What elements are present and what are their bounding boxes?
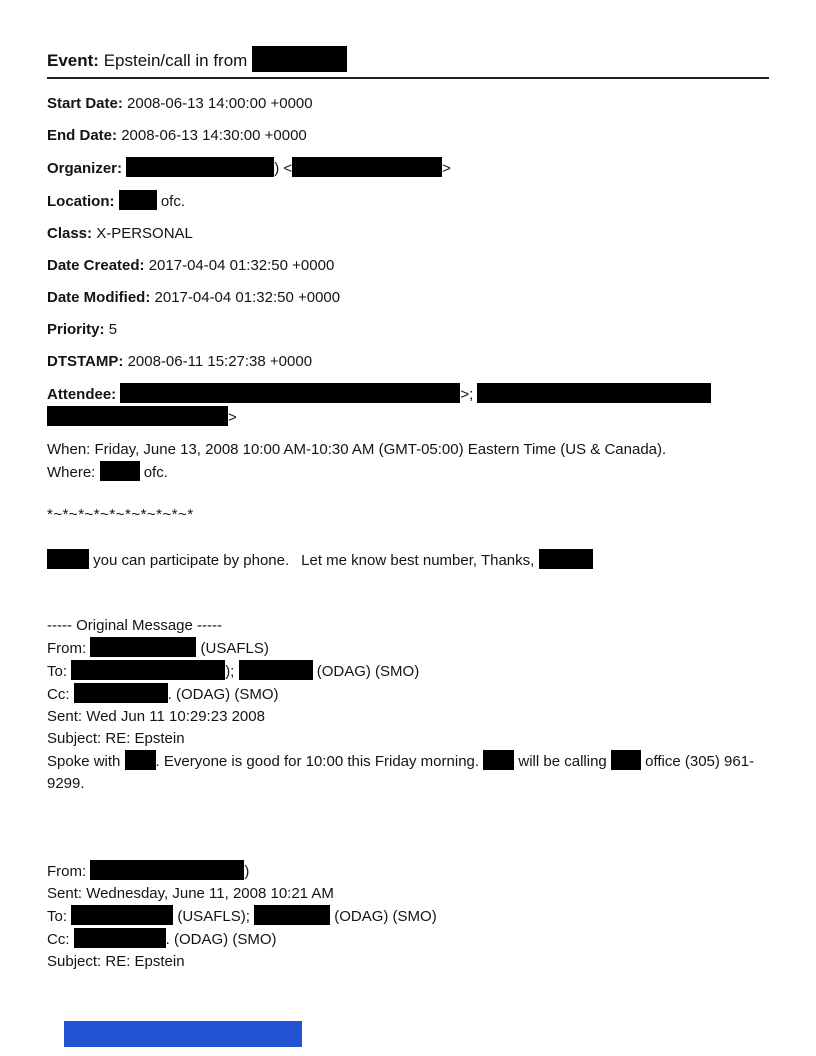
redaction-bar: [47, 549, 89, 569]
redaction-bar: [254, 905, 330, 925]
note-text: you can participate by phone.: [93, 552, 290, 569]
event-metadata: [47, 93, 769, 429]
redaction-bar: [119, 190, 157, 210]
redaction-bar: [100, 461, 140, 481]
field-class: [47, 223, 769, 245]
field-label: Priority:: [47, 321, 105, 338]
sent-line: Sent: Wed Jun 11 10:29:23 2008: [47, 708, 265, 725]
field-value: 2008-06-13 14:00:00 +0000: [127, 95, 313, 112]
to-org: (ODAG) (SMO): [334, 908, 437, 925]
subject-line: Subject: RE: Epstein: [47, 953, 185, 970]
field-label: Organizer:: [47, 160, 123, 177]
blue-redaction-bar: [64, 1021, 302, 1047]
redaction-bar: [120, 383, 460, 403]
field-label: Location:: [47, 193, 115, 210]
field-start-date: [47, 93, 769, 115]
cc-line: [47, 683, 769, 706]
title-rule: [47, 77, 769, 79]
where-suffix: ofc.: [143, 464, 168, 481]
field-text: ) <: [274, 160, 293, 177]
field-label: Attendee:: [47, 386, 117, 403]
body-text: office (305) 961-9299.: [47, 753, 755, 792]
to-org: (ODAG) (SMO): [316, 663, 420, 680]
field-location: [47, 190, 769, 213]
field-value: X-PERSONAL: [96, 225, 193, 242]
body-text: . Everyone is good for 10:00 this Friday morning.: [155, 753, 480, 770]
redaction-bar: [126, 157, 274, 177]
field-priority: [47, 319, 769, 341]
field-attendee: [47, 383, 769, 429]
field-label: Date Created:: [47, 257, 145, 274]
redaction-bar: [90, 637, 196, 657]
field-label: Start Date:: [47, 95, 123, 112]
field-value: ofc.: [160, 193, 186, 210]
field-label: End Date:: [47, 127, 118, 144]
event-label: Event:: [47, 51, 99, 70]
note-text: Let me know best number, Thanks,: [301, 552, 535, 569]
field-value: 2008-06-13 14:30:00 +0000: [121, 127, 307, 144]
field-value: 2008-06-11 15:27:38 +0000: [127, 353, 313, 370]
original-message-1: [47, 615, 769, 795]
to-text: );: [225, 663, 235, 680]
field-text: >: [442, 160, 451, 177]
field-label: Class:: [47, 225, 93, 242]
from-text: ): [244, 863, 250, 880]
to-label: To:: [47, 908, 68, 925]
subject-line: Subject: RE: Epstein: [47, 730, 185, 747]
redaction-bar: [539, 549, 593, 569]
redaction-bar: [239, 660, 313, 680]
note-line: [47, 549, 769, 572]
to-text: (USAFLS);: [177, 908, 250, 925]
body-text: Spoke with: [47, 753, 121, 770]
cc-label: Cc:: [47, 686, 70, 703]
redaction-bar: [483, 750, 514, 770]
redaction-bar: [125, 750, 156, 770]
cc-line: [47, 928, 769, 951]
event-title-text: Epstein/call in from: [103, 51, 248, 70]
field-label: Date Modified:: [47, 289, 151, 306]
redaction-bar: [611, 750, 641, 770]
field-value: 2017-04-04 01:32:50 +0000: [154, 289, 341, 306]
redaction-bar: [74, 928, 166, 948]
field-value: 2017-04-04 01:32:50 +0000: [148, 257, 335, 274]
page-title: [47, 46, 769, 74]
from-org: (USAFLS): [200, 640, 269, 657]
field-value: 5: [108, 321, 118, 338]
sent-line: Sent: Wednesday, June 11, 2008 10:21 AM: [47, 885, 334, 902]
redaction-bar: [477, 383, 711, 403]
redaction-bar: [252, 46, 347, 72]
redaction-bar: [90, 860, 244, 880]
where-label: Where:: [47, 464, 96, 481]
cc-org: . (ODAG) (SMO): [165, 931, 277, 948]
field-dtstamp: [47, 351, 769, 373]
to-label: To:: [47, 663, 68, 680]
to-line: [47, 660, 769, 683]
when-where-paragraph: [47, 439, 769, 484]
redaction-bar: [292, 157, 442, 177]
body-text: will be calling: [518, 753, 607, 770]
cc-org: . (ODAG) (SMO): [167, 686, 279, 703]
redaction-bar: [74, 683, 168, 703]
redaction-bar: [71, 660, 225, 680]
original-message-divider: ----- Original Message -----: [47, 617, 223, 634]
from-label: From:: [47, 863, 87, 880]
from-line: [47, 860, 769, 883]
when-line: When: Friday, June 13, 2008 10:00 AM-10:30 AM (GMT-05:00) Eastern Time (US & Canada).: [47, 441, 667, 458]
field-end-date: [47, 125, 769, 147]
field-text: >;: [460, 386, 474, 403]
separator-line: *~*~*~*~*~*~*~*~*~*: [47, 506, 194, 523]
from-line: [47, 637, 769, 660]
redaction-bar: [47, 406, 228, 426]
original-message-2: [47, 860, 769, 973]
field-text: >: [228, 409, 237, 426]
field-organizer: [47, 157, 769, 180]
redaction-bar: [71, 905, 173, 925]
message-body: [47, 750, 769, 795]
field-date-created: [47, 255, 769, 277]
field-label: DTSTAMP:: [47, 353, 124, 370]
cc-label: Cc:: [47, 931, 70, 948]
field-date-modified: [47, 287, 769, 309]
from-label: From:: [47, 640, 87, 657]
to-line: [47, 905, 769, 928]
